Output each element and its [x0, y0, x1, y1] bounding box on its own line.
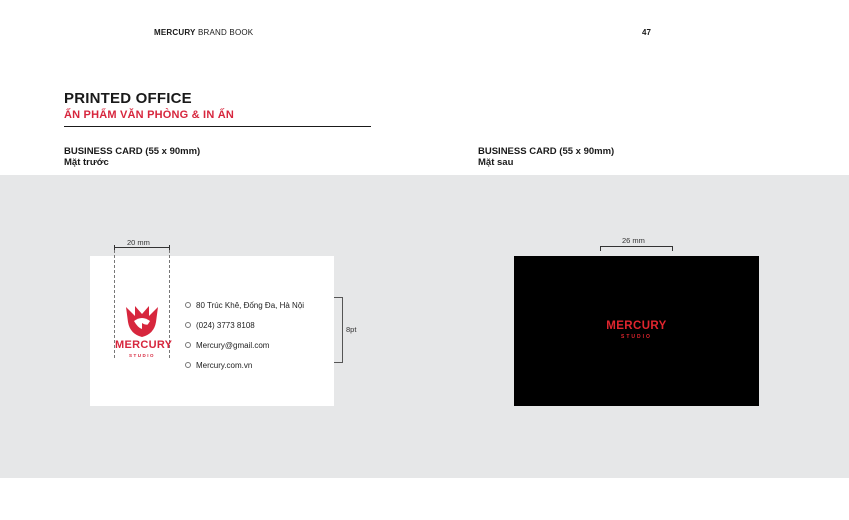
front-card-heading: [64, 146, 200, 168]
bullet-circle-icon: [185, 362, 191, 368]
back-card-side-label: Mặt sau: [478, 157, 514, 168]
brand-book-label: MERCURY BRAND BOOK: [154, 28, 254, 37]
back-logo-studio: STUDIO: [621, 334, 652, 340]
front-logo-wordmark: MERCURY: [115, 339, 173, 351]
contact-email: Mercury@gmail.com: [185, 335, 304, 355]
front-dimension-line: [114, 247, 170, 248]
back-card-heading: [478, 146, 614, 168]
mercury-logo-mark-icon: [123, 304, 161, 338]
bullet-circle-icon: [185, 302, 191, 308]
bullet-circle-icon: [185, 342, 191, 348]
back-dimension-tick-left: [600, 246, 601, 251]
back-dimension-tick-right: [672, 246, 673, 251]
spacing-label: 8pt: [346, 325, 357, 334]
back-dimension-label: 26 mm: [622, 236, 645, 245]
title-divider: [64, 126, 371, 127]
contact-phone: (024) 3773 8108: [185, 315, 304, 335]
contact-list: [185, 295, 304, 375]
front-dimension-label: 20 mm: [127, 238, 150, 247]
back-card-title: BUSINESS CARD (55 x 90mm): [478, 146, 615, 157]
section-title: PRINTED OFFICE: [64, 90, 192, 107]
page-number: 47: [642, 28, 651, 37]
bullet-circle-icon: [185, 322, 191, 328]
front-logo: [115, 304, 173, 364]
back-dimension-line: [600, 246, 673, 247]
front-card-side-label: Mặt trước: [64, 157, 109, 168]
back-logo-wordmark: MERCURY: [606, 320, 667, 332]
contact-address: 80 Trúc Khê, Đống Đa, Hà Nội: [185, 295, 304, 315]
front-card-title: BUSINESS CARD (55 x 90mm): [64, 146, 201, 157]
contact-website: Mercury.com.vn: [185, 355, 304, 375]
section-subtitle: ẤN PHẨM VĂN PHÒNG & IN ẤN: [64, 109, 235, 121]
front-logo-studio: STUDIO: [128, 353, 155, 358]
spacing-bracket: [334, 297, 343, 363]
